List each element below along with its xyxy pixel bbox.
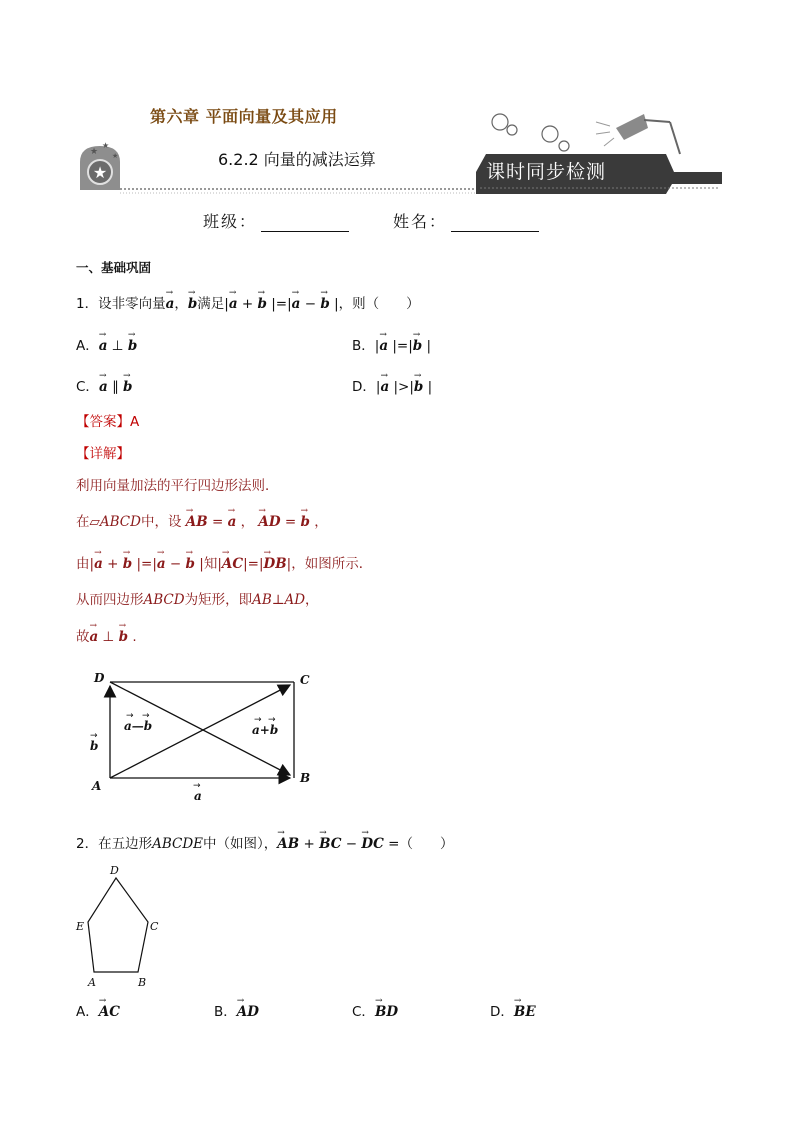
pentagon-d-label: D — [110, 864, 119, 877]
class-blank[interactable] — [261, 215, 349, 232]
q1-option-c[interactable]: C．→ a ∥ → b — [76, 378, 132, 396]
q1-detail-line4: 从而四边形ABCD为矩形，即AB⊥AD， — [76, 592, 319, 608]
q1-answer: 【答案】A — [76, 414, 140, 430]
vector-a-label: a — [194, 789, 202, 803]
q2-option-a[interactable]: A．→ AC — [76, 1003, 120, 1021]
q1-detail-line1: 利用向量加法的平行四边形法则． — [76, 478, 279, 494]
desk-lamp-icon — [596, 114, 680, 154]
section-title: 一、基础巩固 — [76, 260, 152, 275]
pentagon-figure — [74, 862, 174, 992]
rectangle-figure — [84, 668, 324, 808]
svg-text:→: → — [142, 711, 150, 721]
banner-title: 课时同步检测 — [486, 161, 607, 183]
point-d-label: D — [94, 671, 105, 685]
pentagon-e-label: E — [76, 920, 85, 933]
q2-option-b[interactable]: B．→ AD — [214, 1003, 259, 1021]
chapter-title: 第六章 平面向量及其应用 — [150, 107, 338, 126]
lesson-title: 6.2.2 向量的减法运算 — [218, 150, 376, 169]
q2-option-c[interactable]: C．→ BD — [352, 1003, 398, 1021]
pentagon-a-label: A — [88, 976, 96, 989]
vector-a-plus-b-label: a+b — [252, 723, 279, 737]
vector-b-label: b — [90, 739, 99, 753]
svg-text:→: → — [268, 715, 276, 725]
svg-text:→: → — [126, 711, 134, 721]
name-field — [393, 209, 539, 232]
q1-stem: 1．设非零向量→ a，→ b满足|→ a + → b |=|→ a − → b |，则（ ） — [76, 295, 420, 313]
point-c-label: C — [300, 673, 310, 687]
pentagon-c-label: C — [150, 920, 159, 933]
star-badge-icon — [80, 141, 120, 190]
q1-detail-tag: 【详解】 — [76, 446, 130, 462]
pentagon-b-label: B — [138, 976, 147, 989]
q2-stem: 2．在五边形ABCDE中（如图），→ AB + → BC − → DC =（ ） — [76, 835, 453, 853]
svg-text:→: → — [254, 715, 262, 725]
svg-text:★: ★ — [90, 147, 99, 157]
vector-a-minus-b-label: a—b — [124, 719, 153, 733]
name-label: 姓名： — [393, 212, 448, 231]
svg-text:→: → — [90, 731, 98, 741]
q2-option-d[interactable]: D．→ BE — [490, 1003, 536, 1021]
point-b-label: B — [300, 771, 311, 785]
svg-text:★: ★ — [92, 163, 108, 182]
q1-option-a[interactable]: A．→ a ⊥ → b — [76, 337, 137, 355]
svg-text:★: ★ — [112, 152, 119, 160]
q1-detail-line2: 在▱ABCD中，设 → AB = → a ， → AD = → b ， — [76, 513, 328, 531]
class-field — [203, 209, 349, 232]
pentagon-shape — [88, 878, 148, 972]
q1-option-d[interactable]: D．|→ a |>|→ b | — [352, 378, 432, 396]
svg-text:★: ★ — [102, 141, 110, 150]
q1-detail-line5: 故→ a ⊥ → b . — [76, 628, 137, 646]
q1-option-b[interactable]: B．|→ a |=|→ b | — [352, 337, 431, 355]
name-blank[interactable] — [451, 215, 539, 232]
point-a-label: A — [92, 779, 102, 793]
q1-detail-line3: 由|→ a + → b |=|→ a − → b |知|→ AC|=|→ DB|，如图所示． — [76, 555, 372, 573]
class-label: 班级： — [203, 212, 258, 231]
svg-text:→: → — [193, 781, 201, 791]
